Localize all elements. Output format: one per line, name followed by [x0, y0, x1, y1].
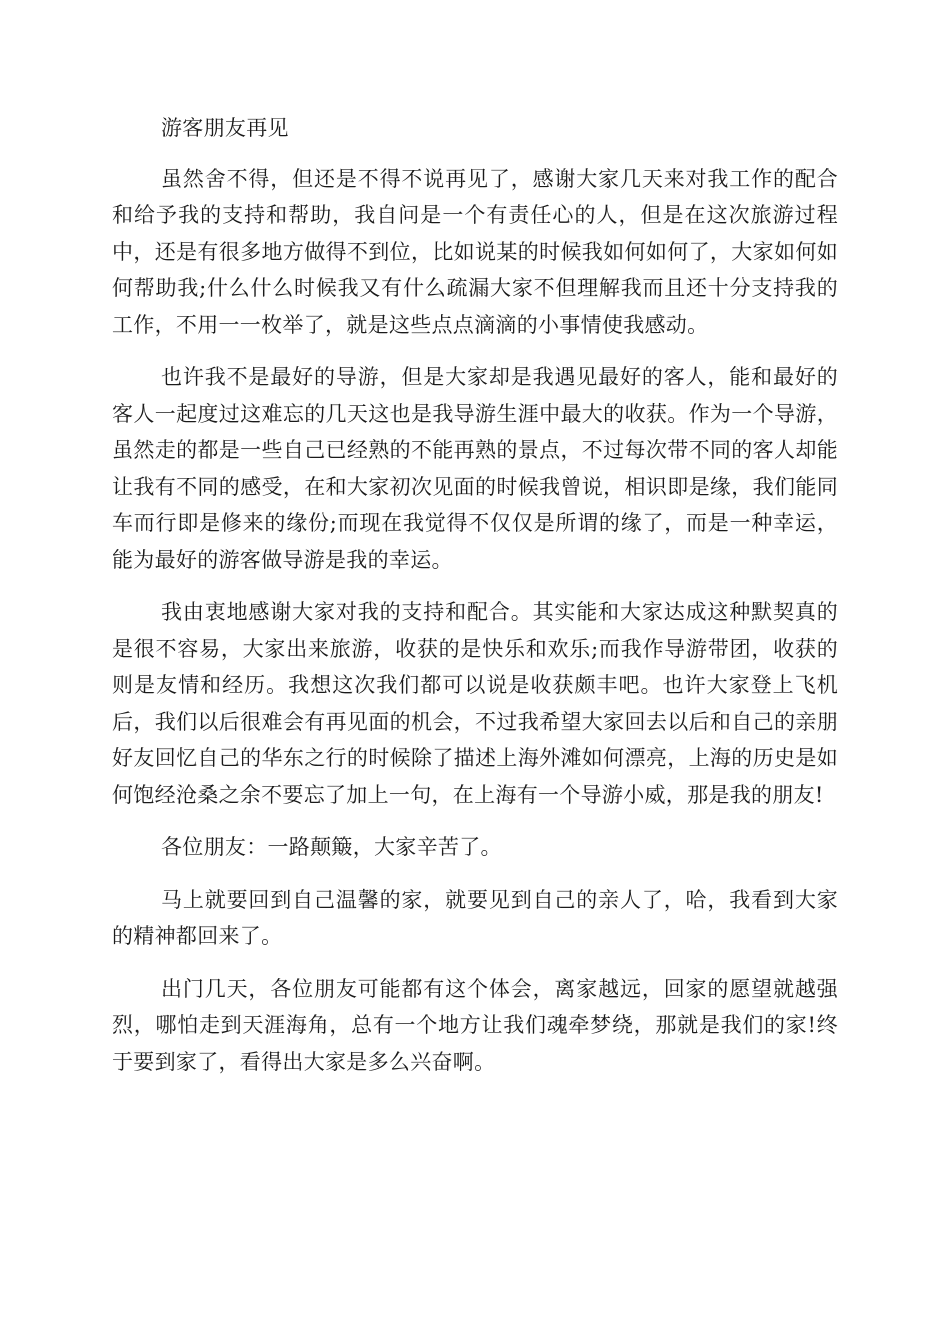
- document-title: 游客朋友再见: [161, 116, 289, 140]
- paragraph-2: 也许我不是最好的导游，但是大家却是我遇见最好的客人，能和最好的客人一起度过这难忘的几天这也是我导游生涯中最大的收获。作为一个导游，虽然走的都是一些自己已经熟的不能再熟的景点，不过每次带不同的客人却能让我有不同的感受，在和大家初次见面的时候我曾说，相识即是缘，我们能同车而行即是修来的缘份;而现在我觉得不仅仅是所谓的缘了，而是一种幸运，能为最好的游客做导游是我的幸运。: [112, 365, 838, 572]
- paragraph-1: 虽然舍不得，但还是不得不说再见了，感谢大家几天来对我工作的配合和给予我的支持和帮助，我自问是一个有责任心的人，但是在这次旅游过程中，还是有很多地方做得不到位，比如说某的时候我如何如何了，大家如何如何帮助我;什么什么时候我又有什么疏漏大家不但理解我而且还十分支持我的工作，不用一一枚举了，就是这些点点滴滴的小事情使我感动。: [112, 166, 838, 337]
- paragraph-6: 出门几天，各位朋友可能都有这个体会，离家越远，回家的愿望就越强烈，哪怕走到天涯海角，总有一个地方让我们魂牵梦绕，那就是我们的家!终于要到家了，看得出大家是多么兴奋啊。: [112, 976, 838, 1074]
- document-body: [112, 110, 838, 1096]
- paragraph-4: 各位朋友：一路颠簸，大家辛苦了。: [161, 835, 502, 859]
- paragraph-5: 马上就要回到自己温馨的家，就要见到自己的亲人了，哈，我看到大家的精神都回来了。: [112, 887, 838, 948]
- paragraph-3: 我由衷地感谢大家对我的支持和配合。其实能和大家达成这种默契真的是很不容易，大家出来旅游，收获的是快乐和欢乐;而我作导游带团，收获的则是友情和经历。我想这次我们都可以说是收获颇丰吧。也许大家登上飞机后，我们以后很难会有再见面的机会，不过我希望大家回去以后和自己的亲朋好友回忆自己的华东之行的时候除了描述上海外滩如何漂亮，上海的历史是如何饱经沧桑之余不要忘了加上一句，在上海有一个导游小威，那是我的朋友!: [112, 600, 838, 807]
